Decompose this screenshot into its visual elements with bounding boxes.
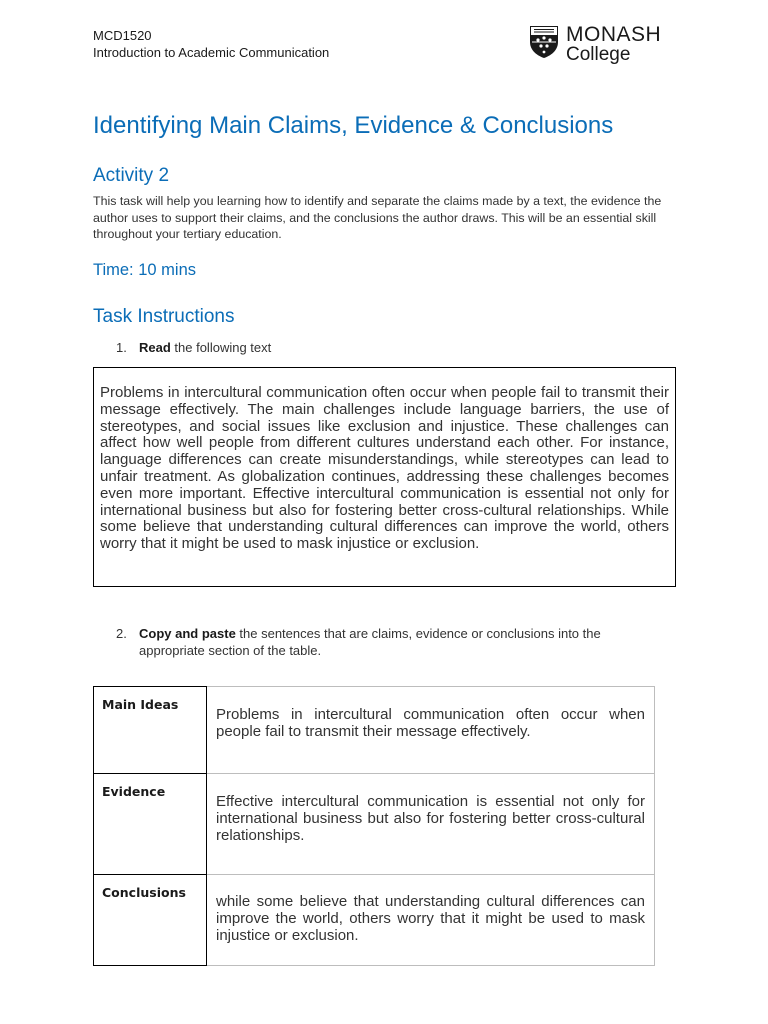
time-heading: Time: 10 mins [93,261,196,279]
cell-text: while some believe that understanding cultural differences can improve the world, others worry that it might be used to mask injustice or exclusion. [216,893,645,944]
row-label: Evidence [94,774,207,875]
reading-passage: Problems in intercultural communication often occur when people fail to transmit their message effectively. The main challenges include language barriers, the use of stereotypes, and social issues like exclusion and injustice. These challenges can affect how well people from different cultures understand each other. For instance, language differences can create misunderstandings, while stereotypes can lead to unfair treatment. As globalization continues, addressing these challenges becomes even more important. Effective intercultural communication is essential not only for international business but also for fostering better cross-cultural relationships. While some believe that understanding cultural differences can improve the world, others worry that it might be used to mask injustice or exclusion. [100,384,669,553]
step-text: the sentences that are claims, evidence or conclusions into the appropriate section of the table. [139,626,601,658]
table-cell[interactable] [207,774,655,875]
document-title: Identifying Main Claims, Evidence & Conclusions [93,112,614,139]
monash-college-logo [528,24,661,64]
step-verb: Read [139,340,171,355]
row-label: Conclusions [94,875,207,966]
table-cell[interactable] [207,687,655,774]
claims-table [93,686,655,966]
cell-text: Effective intercultural communication is essential not only for international business but also for fostering better cross-cultural relationships. [216,793,645,844]
table-row [94,875,655,966]
table-row [94,774,655,875]
intro-paragraph: This task will help you learning how to identify and separate the claims made by a text, the evidence the author uses to support their claims, and the conclusions the author draws. This will be an essential skill throughout your tertiary education. [93,194,662,241]
activity-heading: Activity 2 [93,165,170,186]
logo-wordmark: MONASH [566,23,662,46]
reading-passage-box [93,367,676,587]
logo-subtitle: College [566,44,631,65]
course-code: MCD1520 [93,28,152,43]
step-number: 2. [116,626,127,641]
document-header [93,27,329,61]
table-row [94,687,655,774]
step-verb: Copy and paste [139,626,236,641]
step-text: the following text [170,340,272,355]
table-cell[interactable] [207,875,655,966]
course-name: Introduction to Academic Communication [93,45,330,60]
row-label: Main Ideas [94,687,207,774]
cell-text: Problems in intercultural communication often occur when people fail to transmit their message effectively. [216,706,645,740]
monash-crest-icon [528,24,560,60]
step-number: 1. [116,340,127,355]
task-instructions-heading: Task Instructions [93,306,235,327]
